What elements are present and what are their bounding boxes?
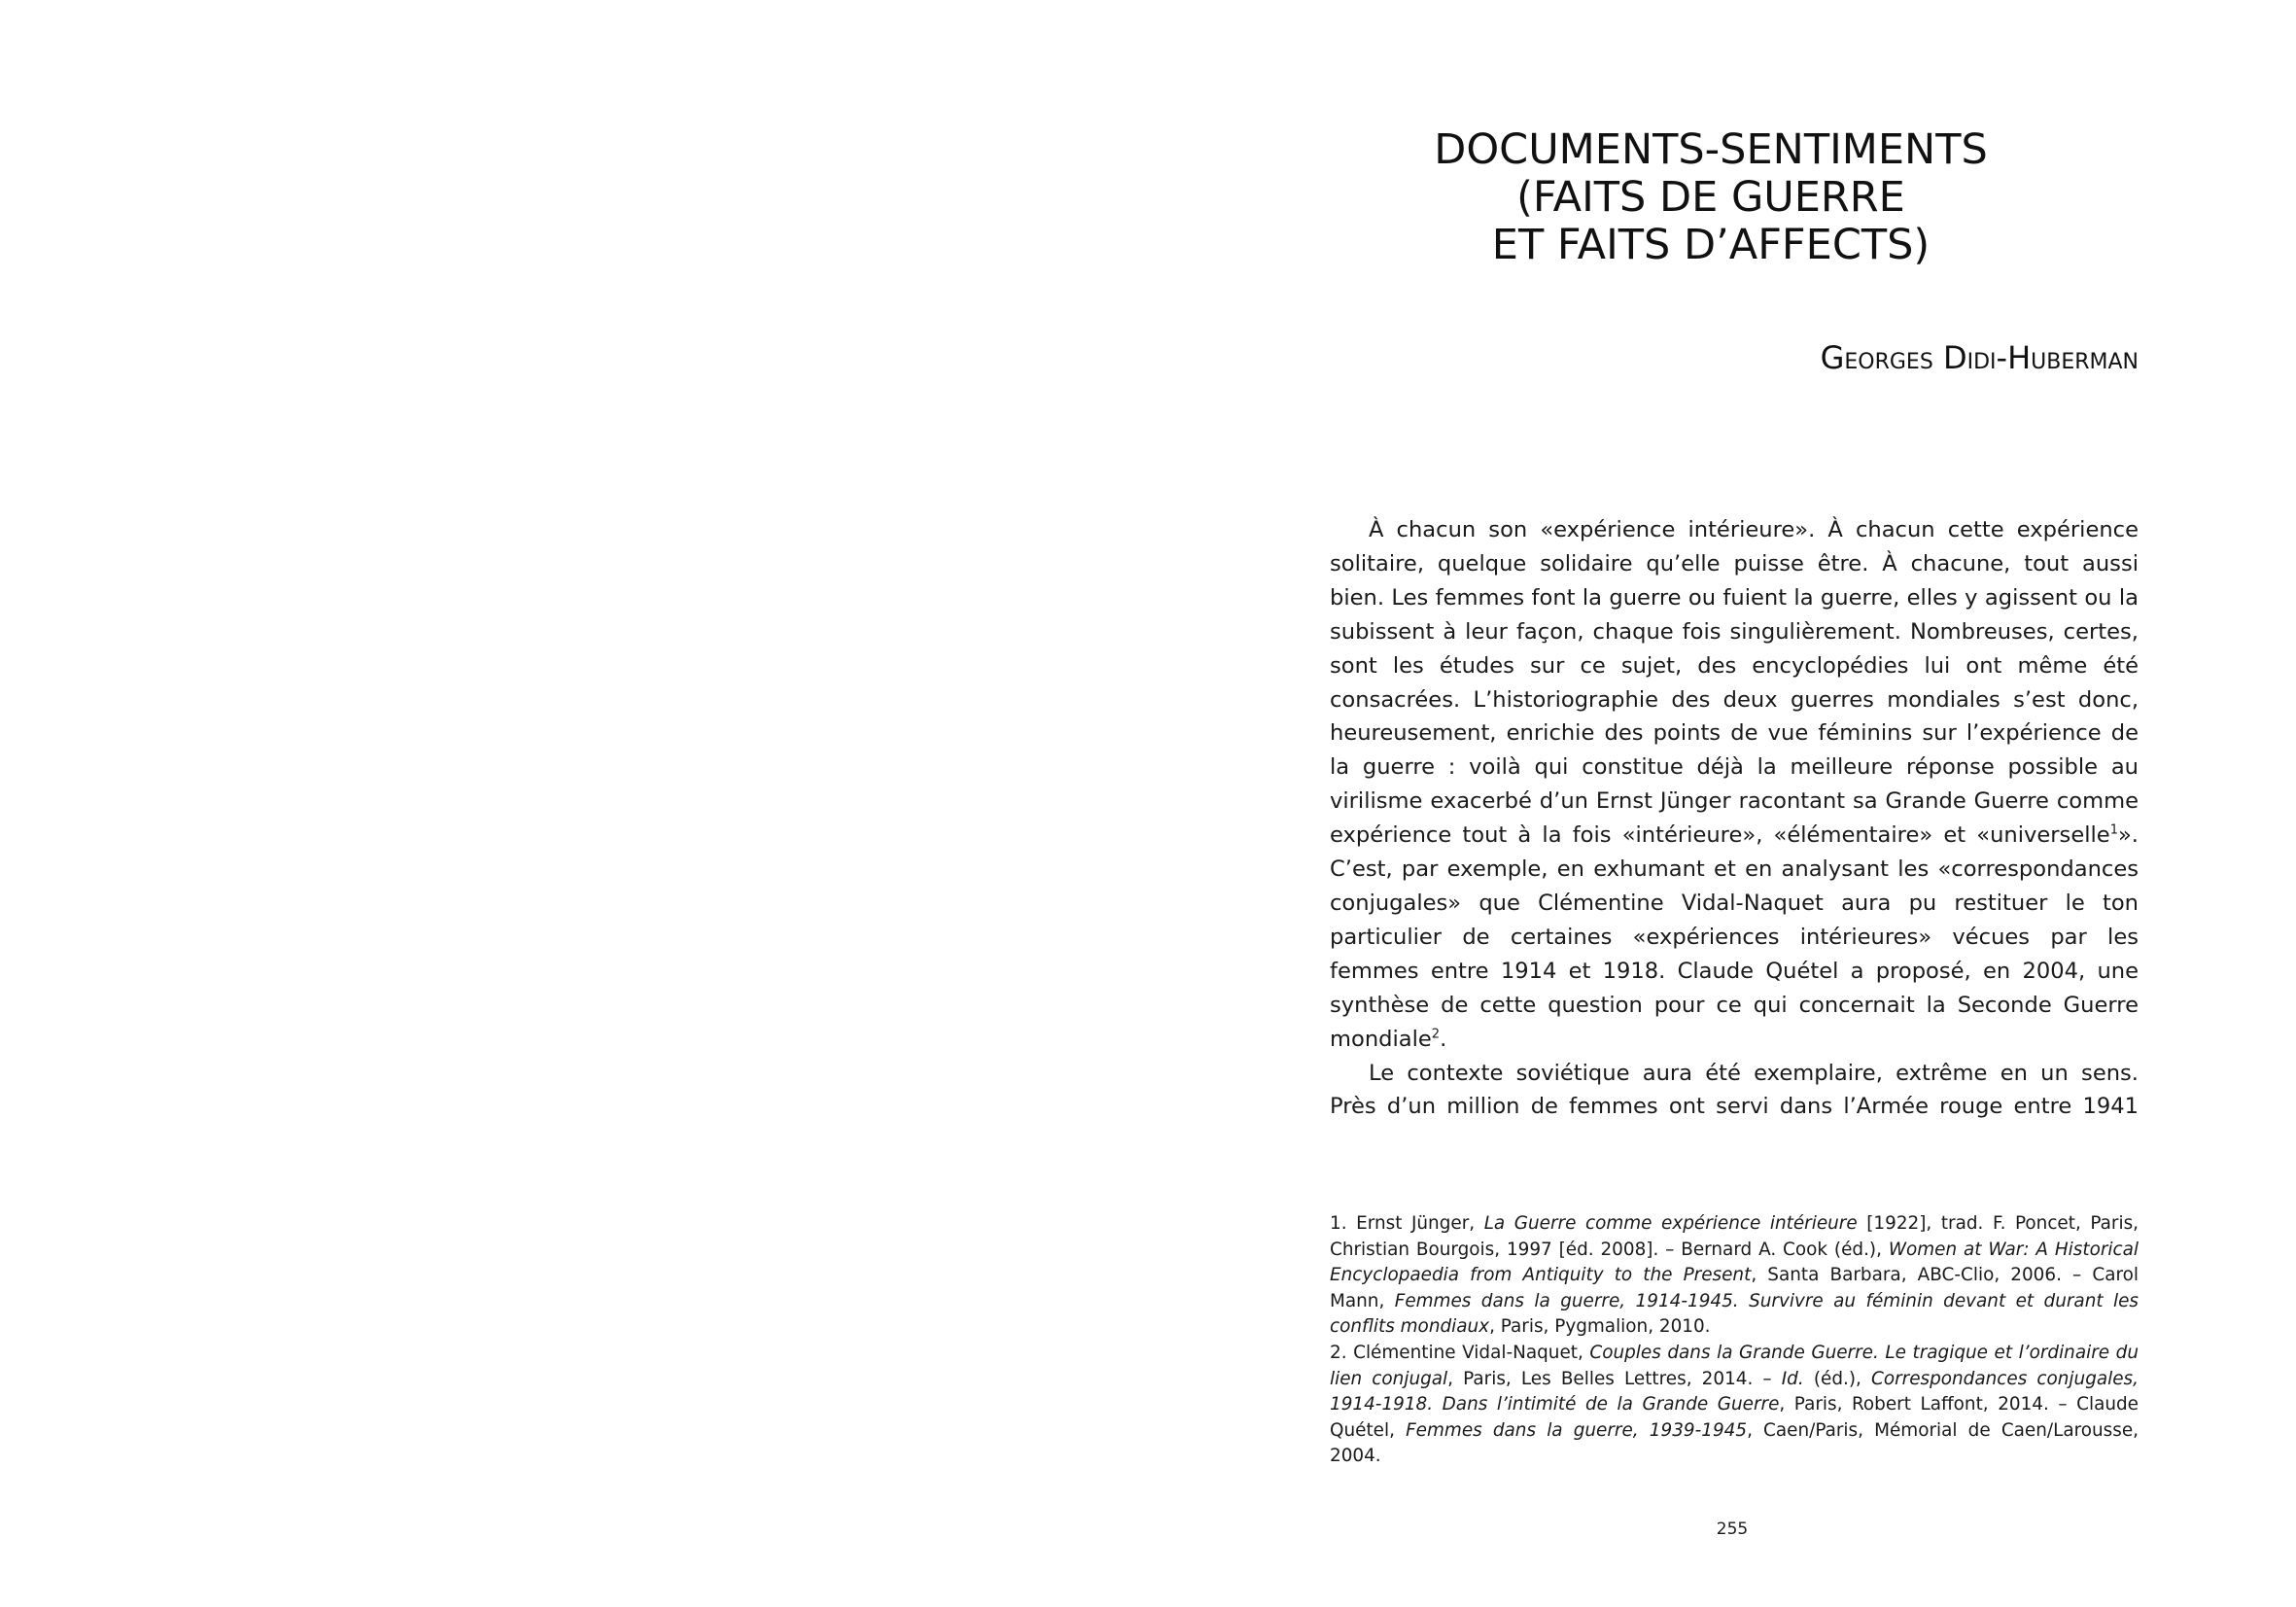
paragraph-1-part-c: . xyxy=(1440,1026,1447,1052)
paragraph-1 xyxy=(1330,513,2139,1057)
footnote-2-text: (éd.), xyxy=(1803,1368,1871,1389)
footnote-2 xyxy=(1330,1341,2139,1470)
author-name: Georges Didi-Huberman xyxy=(1820,339,2139,376)
footnote-ref-1: 1 xyxy=(2109,822,2118,838)
footnote-2-text: , Paris, Les Belles Lettres, 2014. – xyxy=(1447,1368,1782,1389)
chapter-title xyxy=(1322,126,2100,269)
paragraph-2: Le contexte soviétique aura été exemplaire, extrême en un sens. Près d’un million de femmes ont servi dans l’Armée rouge entre 1941 xyxy=(1330,1060,2139,1120)
footnote-2-work-title: Femmes dans la guerre, 1939-1945 xyxy=(1406,1419,1748,1441)
paragraph-1-part-b: ». C’est, par exemple, en exhumant et en analysant les «correspondances conjugales» que Clémentine Vidal-Naquet aura pu restituer le ton particulier de certaines «expériences intérieures» vécues par les femmes entre 1914 et 1918. Claude Quétel a proposé, en 2004, une synthèse de cette question pour ce qui concernait la Seconde Guerre mondiale xyxy=(1330,822,2139,1052)
footnote-1-text: [1922], trad. F. Poncet, Paris, Christian Bourgois, 1997 [éd. 2008]. – Bernard A. Cook (éd.), xyxy=(1330,1213,2139,1260)
footnote-1 xyxy=(1330,1211,2139,1341)
footnotes xyxy=(1330,1211,2139,1470)
footnote-1-work-title: La Guerre comme expérience intérieure xyxy=(1483,1213,1858,1234)
footnote-1-text: , Santa Barbara, ABC-Clio, 2006. – Carol Mann, xyxy=(1330,1265,2139,1311)
footnote-2-work-title: Correspondances conjugales, 1914-1918. Dans l’intimité de la Grande Guerre xyxy=(1330,1368,2139,1415)
page-number: 255 xyxy=(1716,1520,1749,1539)
body-text xyxy=(1330,513,2139,1124)
footnote-2-text: , Paris, Robert Laffont, 2014. – Claude Quétel, xyxy=(1330,1394,2139,1441)
footnote-2-work-title: Couples dans la Grande Guerre. Le tragique et l’ordinaire du lien conjugal xyxy=(1330,1342,2139,1389)
footnote-2-text: , Caen/Paris, Mémorial de Caen/Larousse, 2004. xyxy=(1330,1419,2139,1467)
footnote-2-text: 2. Clémentine Vidal-Naquet, xyxy=(1330,1342,1590,1363)
footnote-1-text: 1. Ernst Jünger, xyxy=(1330,1213,1484,1234)
footnote-ref-2: 2 xyxy=(1431,1027,1441,1042)
chapter-title-line-1: DOCUMENTS-SENTIMENTS xyxy=(1434,125,1988,174)
footnote-1-work-title: Women at War: A Historical Encyclopaedia from Antiquity to the Present xyxy=(1330,1239,2139,1286)
chapter-title-line-2: (FAITS DE GUERRE xyxy=(1516,173,1905,222)
footnote-1-work-title: Femmes dans la guerre, 1914-1945. Survivre au féminin devant et durant les conflits mondiaux xyxy=(1330,1290,2139,1338)
footnote-1-text: , Paris, Pygmalion, 2010. xyxy=(1489,1316,1711,1338)
chapter-title-line-3: ET FAITS D’AFFECTS) xyxy=(1491,221,1931,269)
footnote-2-work-title: Id. xyxy=(1781,1368,1804,1389)
paragraph-1-part-a: À chacun son «expérience intérieure». À chacun cette expérience solitaire, quelque solidaire qu’elle puisse être. À chacune, tout aussi bien. Les femmes font la guerre ou fuient la guerre, elles y agissent ou la subissent à leur façon, chaque fois singulièrement. Nombreuses, certes, sont les études sur ce sujet, des encyclopédies lui ont même été consacrées. L’historiographie des deux guerres mondiales s’est donc, heureusement, enrichie des points de vue féminins sur l’expérience de la guerre : voilà qui constitue déjà la meilleure réponse possible au virilisme exacerbé d’un Ernst Jünger racontant sa Grande Guerre comme expérience tout à la fois «intérieure», «élémentaire» et «universelle xyxy=(1330,517,2139,849)
